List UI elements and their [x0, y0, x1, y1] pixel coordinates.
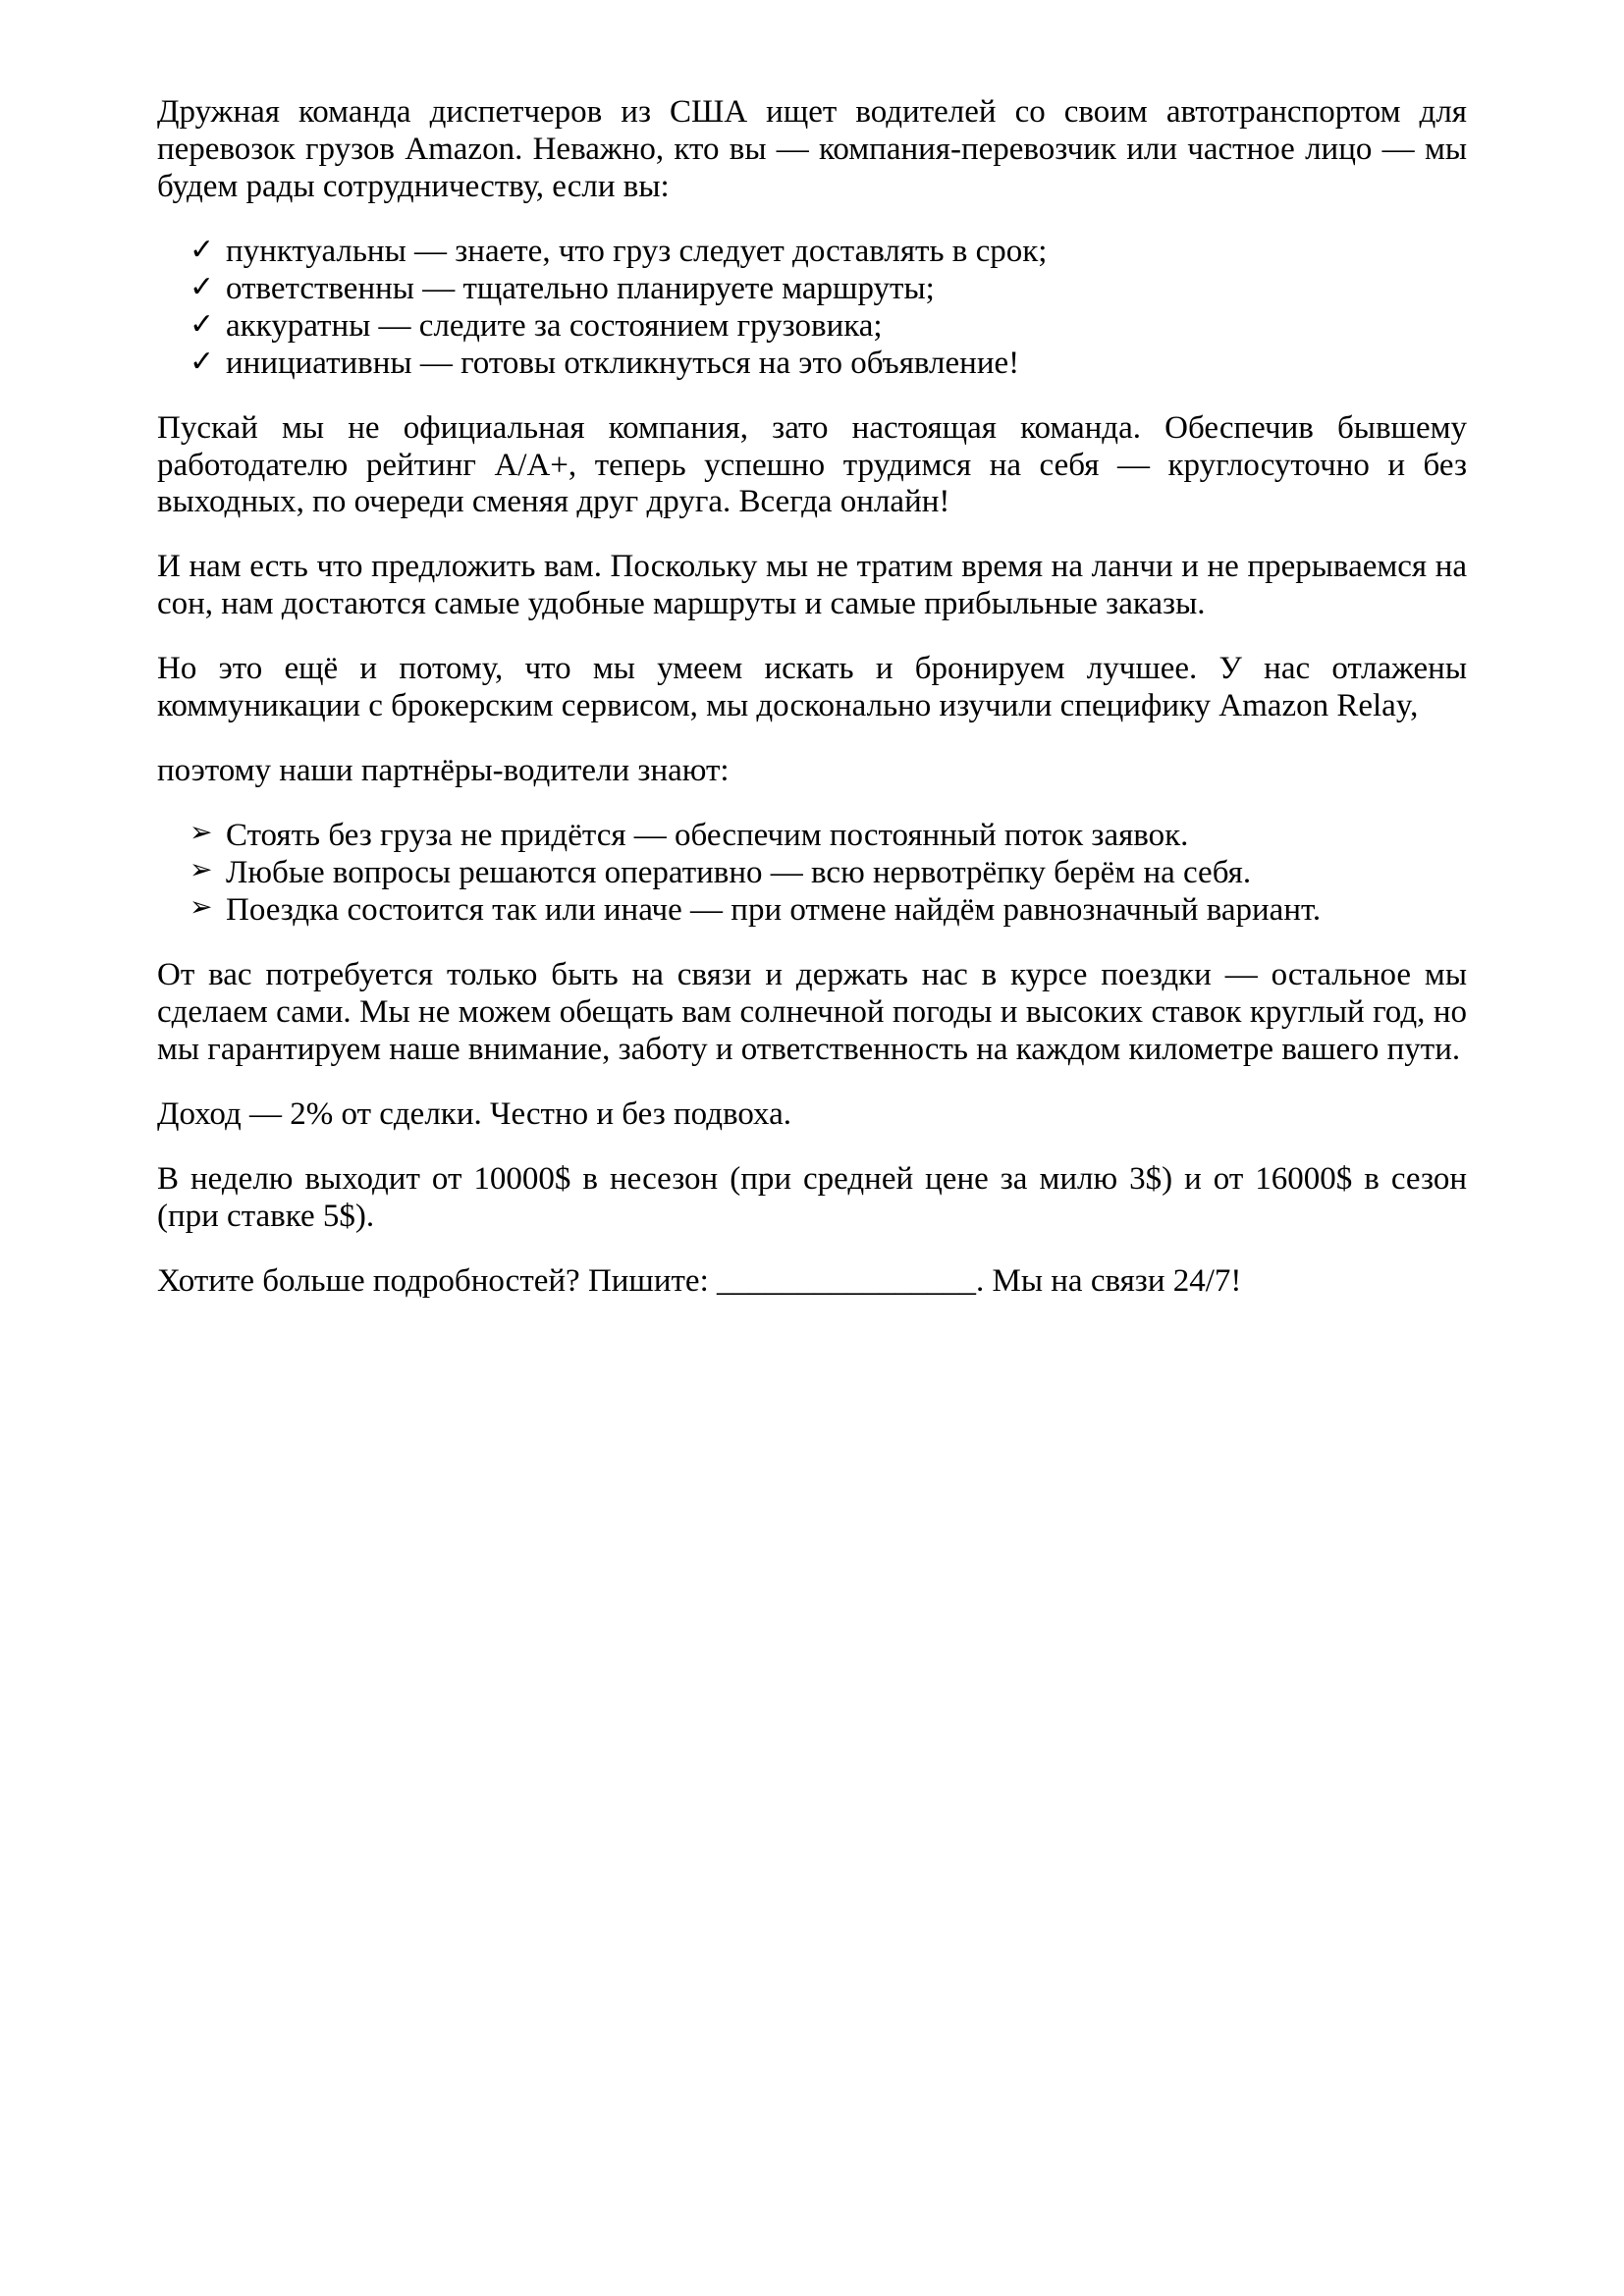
- list-item: [157, 308, 1467, 346]
- arrow-bullet-icon: ➢: [189, 818, 213, 849]
- requirements-check-list: [157, 234, 1467, 383]
- paragraph-guarantee: От вас потребуется только быть на связи и держать нас в курсе поездки — остальное мы сделаем сами. Мы не можем обещать вам солнечной погоды и высоких ставок круглый год, но мы гарантируем наше внимание, заботу и ответственность на каждом километре вашего пути.: [157, 956, 1467, 1067]
- list-item-text: Стоять без груза не придётся — обеспечим постоянный поток заявок.: [226, 818, 1189, 854]
- arrow-bullet-icon: ➢: [189, 855, 213, 885]
- list-item-text: Поездка состоится так или иначе — при отмене найдём равнозначный вариант.: [226, 891, 1322, 928]
- checkmark-icon: ✓: [189, 233, 215, 266]
- checkmark-icon: ✓: [189, 345, 215, 378]
- paragraph-intro: Дружная команда диспетчеров из США ищет водителей со своим автотранспортом для перевозок грузов Amazon. Неважно, кто вы — компания-перевозчик или частное лицо — мы будем рады сотрудничеству, если вы:: [157, 94, 1467, 204]
- checkmark-icon: ✓: [189, 307, 215, 341]
- list-item: [157, 234, 1467, 271]
- list-item: [157, 855, 1467, 892]
- paragraph-offer: И нам есть что предложить вам. Поскольку мы не тратим время на ланчи и не прерываемся на сон, нам достаются самые удобные маршруты и самые прибыльные заказы.: [157, 549, 1467, 622]
- paragraph-contact: Хотите больше подробностей? Пишите: ________________. Мы на связи 24/7!: [157, 1262, 1242, 1299]
- paragraph-income: Доход — 2% от сделки. Честно и без подвоха.: [157, 1095, 791, 1132]
- paragraph-communications: Но это ещё и потому, что мы умеем искать и бронируем лучшее. У нас отлажены коммуникации с брокерским сервисом, мы досконально изучили специфику Amazon Relay,: [157, 651, 1467, 724]
- list-item-text: аккуратны — следите за состоянием грузовика;: [226, 307, 883, 344]
- list-item: [157, 346, 1467, 383]
- list-item: [157, 271, 1467, 308]
- list-item-text: пунктуальны — знаете, что груз следует доставлять в срок;: [226, 233, 1048, 269]
- list-item: [157, 818, 1467, 855]
- list-item-text: ответственны — тщательно планируете маршруты;: [226, 270, 935, 306]
- list-item-text: инициативны — готовы откликнуться на это объявление!: [226, 345, 1020, 381]
- arrow-bullet-icon: ➢: [189, 891, 213, 923]
- list-item-text: Любые вопросы решаются оперативно — всю нервотрёпку берём на себя.: [226, 855, 1252, 890]
- list-item: [157, 892, 1467, 930]
- benefits-arrow-list: [157, 818, 1467, 930]
- paragraph-partners-know: поэтому наши партнёры-водители знают:: [157, 753, 730, 789]
- paragraph-team: Пускай мы не официальная компания, зато настоящая команда. Обеспечив бывшему работодателю рейтинг А/А+, теперь успешно трудимся на себя — круглосуточно и без выходных, по очереди сменяя друг друга. Всегда онлайн!: [157, 409, 1467, 520]
- paragraph-weekly-income: В неделю выходит от 10000$ в несезон (при средней цене за милю 3$) и от 16000$ в сезон (при ставке 5$).: [157, 1160, 1467, 1234]
- checkmark-icon: ✓: [189, 270, 215, 303]
